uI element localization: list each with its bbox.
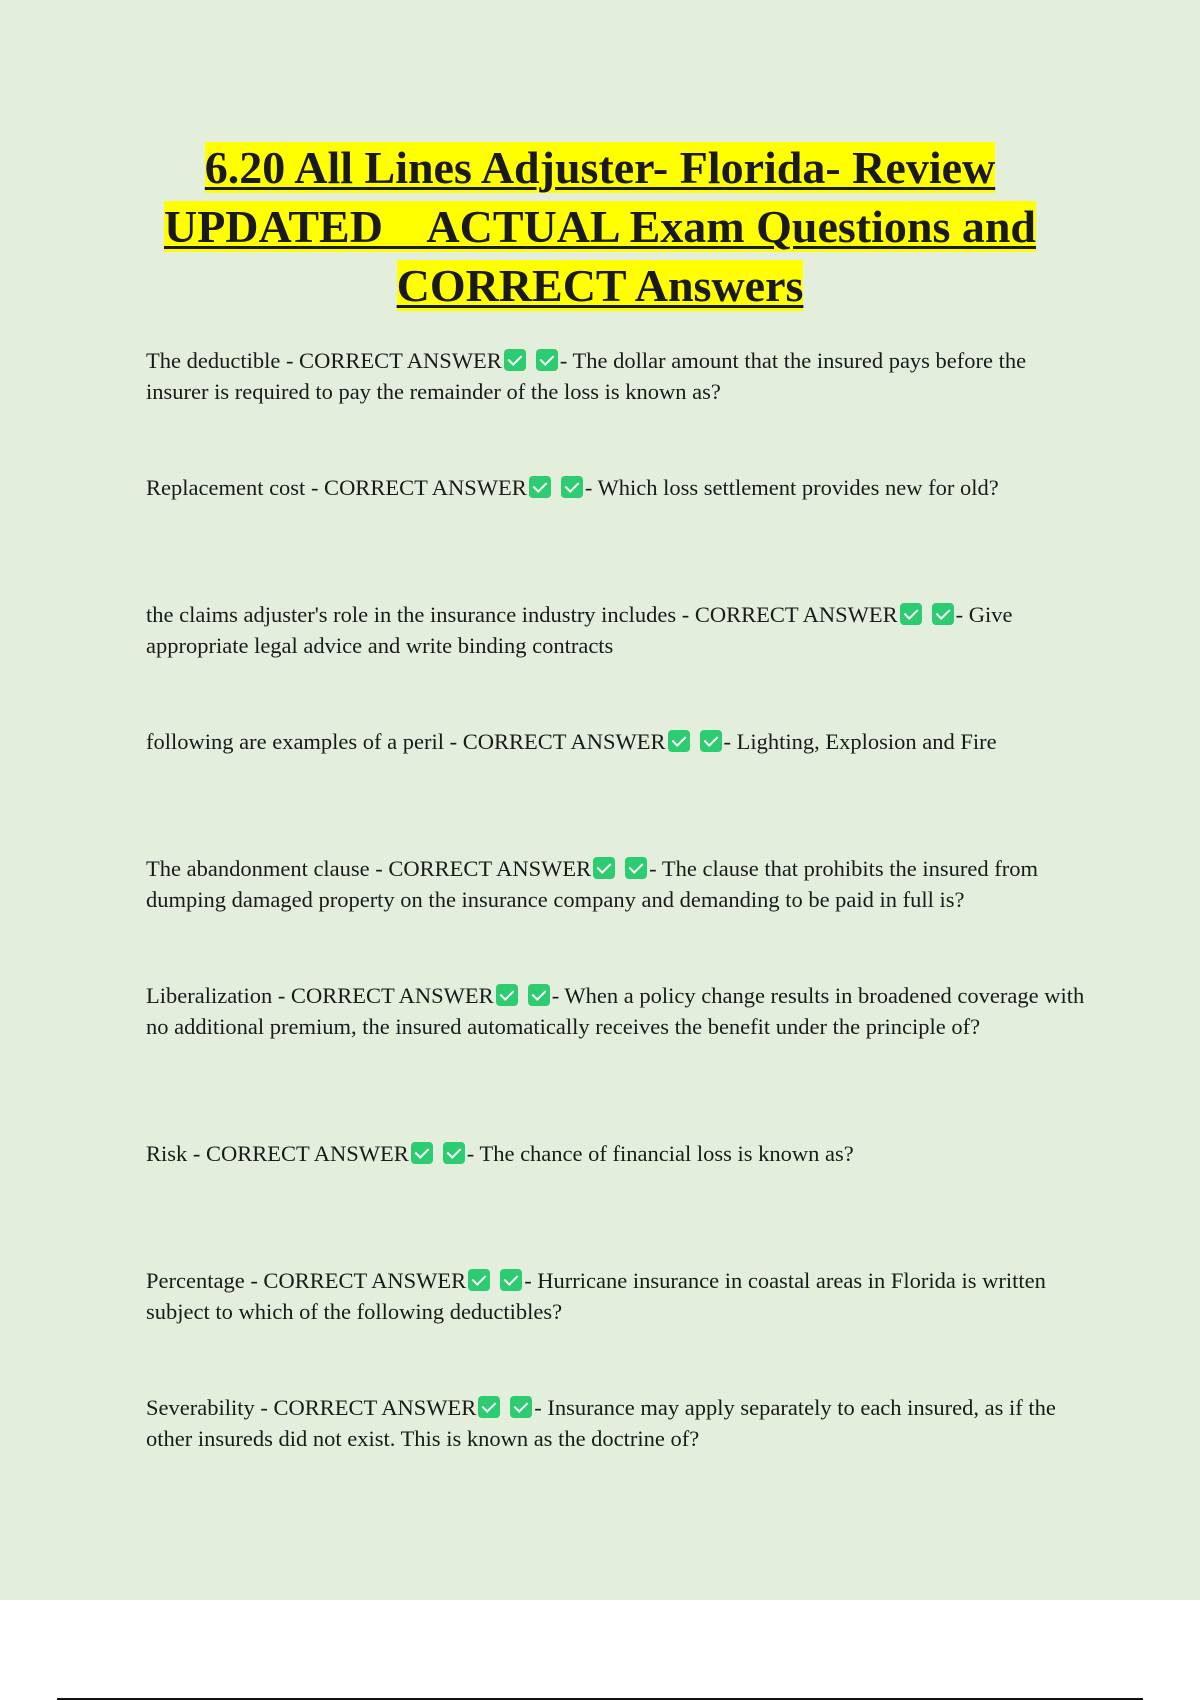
- qa-term: Replacement cost - CORRECT ANSWER: [146, 475, 527, 500]
- qa-term: Liberalization - CORRECT ANSWER: [146, 983, 494, 1008]
- check-box-icon: [411, 1142, 433, 1164]
- check-box-icon: [561, 476, 583, 498]
- qa-question: - The clause that prohibits the insured from dumping damaged property on the insurance company and demanding to be paid in full is?: [146, 856, 1039, 912]
- qa-term: The deductible - CORRECT ANSWER: [146, 348, 502, 373]
- check-box-icon: [510, 1396, 532, 1418]
- qa-term: Risk - CORRECT ANSWER: [146, 1141, 409, 1166]
- check-box-icon: [500, 1269, 522, 1291]
- check-box-icon: [536, 349, 558, 371]
- qa-question: - When a policy change results in broadened coverage with no additional premium, the insured automatically receives the benefit under the principle of?: [146, 983, 1085, 1039]
- qa-question: - Insurance may apply separately to each insured, as if the other insureds did not exist. This is known as the doctrine of?: [146, 1395, 1056, 1451]
- qa-question: - The dollar amount that the insured pays before the insurer is required to pay the remainder of the loss is known as?: [146, 348, 1027, 404]
- qa-item: [146, 599, 1086, 726]
- check-box-icon: [529, 476, 551, 498]
- check-box-icon: [443, 1142, 465, 1164]
- check-box-icon: [900, 603, 922, 625]
- qa-item: [146, 1392, 1086, 1519]
- check-box-icon: [700, 730, 722, 752]
- check-box-icon: [478, 1396, 500, 1418]
- qa-item: [146, 472, 1086, 599]
- qa-item: [146, 1138, 1086, 1265]
- check-box-icon: [528, 984, 550, 1006]
- title-line-3: CORRECT Answers: [396, 260, 804, 311]
- check-box-icon: [593, 857, 615, 879]
- check-box-icon: [932, 603, 954, 625]
- qa-question: - Give appropriate legal advice and write binding contracts: [146, 602, 1013, 658]
- qa-item: [146, 1265, 1086, 1392]
- qa-list: [146, 345, 1086, 1519]
- qa-term: following are examples of a peril - CORRECT ANSWER: [146, 729, 666, 754]
- title-line-1: 6.20 All Lines Adjuster- Florida- Review: [204, 142, 996, 193]
- check-box-icon: [468, 1269, 490, 1291]
- qa-item: [146, 726, 1086, 853]
- qa-item: [146, 345, 1086, 472]
- document-title: [100, 138, 1100, 315]
- check-box-icon: [504, 349, 526, 371]
- qa-term: the claims adjuster's role in the insurance industry includes - CORRECT ANSWER: [146, 602, 898, 627]
- qa-question: - Which loss settlement provides new for old?: [584, 475, 999, 500]
- qa-term: Percentage - CORRECT ANSWER: [146, 1268, 467, 1293]
- qa-term: Severability - CORRECT ANSWER: [146, 1395, 477, 1420]
- title-line-2: UPDATED ACTUAL Exam Questions and: [163, 201, 1037, 252]
- check-box-icon: [496, 984, 518, 1006]
- qa-item: [146, 853, 1086, 980]
- qa-item: [146, 980, 1086, 1138]
- qa-question: - The chance of financial loss is known as?: [466, 1141, 854, 1166]
- check-box-icon: [625, 857, 647, 879]
- qa-term: The abandonment clause - CORRECT ANSWER: [146, 856, 592, 881]
- check-box-icon: [668, 730, 690, 752]
- qa-question: - Hurricane insurance in coastal areas in Florida is written subject to which of the following deductibles?: [146, 1268, 1046, 1324]
- qa-question: - Lighting, Explosion and Fire: [723, 729, 997, 754]
